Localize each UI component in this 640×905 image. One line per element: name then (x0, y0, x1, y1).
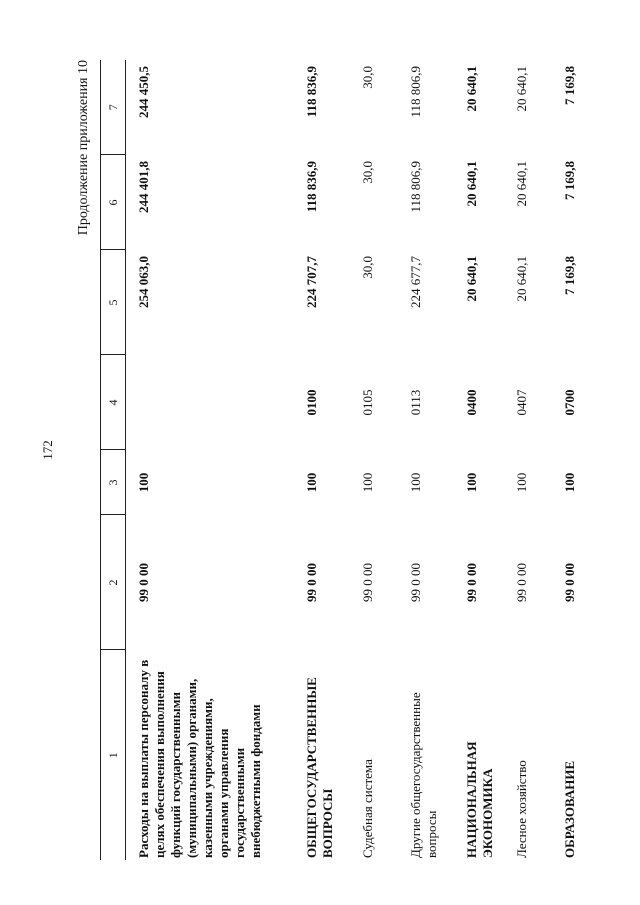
cell-expense-type: 100 (136, 472, 151, 493)
table-row (350, 60, 398, 860)
cell-expense-type: 100 (513, 472, 529, 493)
cell-expense-type: 100 (463, 472, 479, 493)
cell-target-code: 99 0 00 (303, 563, 319, 602)
cell-section-code: 0100 (303, 389, 319, 416)
cell-amount-year-2: 118 806,9 (407, 161, 423, 213)
row-name: НАЦИОНАЛЬНАЯ ЭКОНОМИКА (463, 741, 495, 858)
cell-target-code: 99 0 00 (359, 563, 375, 602)
cell-expense-type: 100 (561, 472, 577, 493)
cell-target-code: 99 0 00 (136, 563, 151, 602)
cell-amount-year-2: 118 836,9 (303, 161, 319, 213)
cell-amount-year-2: 244 401,8 (136, 161, 151, 213)
cell-amount-year-1: 20 640,1 (463, 256, 479, 302)
cell-amount-year-1: 224 707,7 (303, 256, 319, 308)
cell-section-code: 0113 (407, 389, 423, 416)
cell-amount-year-3: 244 450,5 (136, 66, 151, 118)
header-col-6: 6 (101, 155, 126, 250)
row-name: ОБЩЕГОСУДАРСТВЕННЫЕ ВОПРОСЫ (303, 677, 335, 858)
row-name: Расходы на выплаты персоналу в целях обеспечения выполнения функций государственными (муниципальными) органами, казенными учреждениями, органами управления государственными внебюджетными фондами (136, 659, 263, 858)
cell-section-code: 0700 (561, 389, 577, 416)
cell-amount-year-3: 20 640,1 (513, 66, 529, 112)
cell-amount-year-3: 118 806,9 (407, 66, 423, 118)
cell-amount-year-1: 30,0 (359, 256, 375, 279)
cell-amount-year-2: 20 640,1 (513, 161, 529, 207)
table-row (454, 60, 504, 860)
table-row (126, 60, 294, 860)
row-name: Судебная система (359, 759, 375, 858)
header-col-1: 1 (101, 650, 126, 860)
cell-amount-year-2: 20 640,1 (463, 161, 479, 207)
page-number: 172 (40, 440, 55, 460)
cell-amount-year-1: 20 640,1 (513, 256, 529, 302)
header-col-7: 7 (101, 60, 126, 155)
cell-amount-year-3: 30,0 (359, 66, 375, 89)
cell-amount-year-2: 7 169,8 (561, 161, 577, 200)
table-row (398, 60, 454, 860)
cell-amount-year-2: 30,0 (359, 161, 375, 184)
cell-amount-year-1: 224 677,7 (407, 256, 423, 308)
header-col-5: 5 (101, 250, 126, 355)
table-row (294, 60, 350, 860)
header-col-3: 3 (101, 450, 126, 515)
cell-section-code: 0400 (463, 389, 479, 416)
cell-section-code: 0407 (513, 389, 529, 416)
cell-amount-year-1: 254 063,0 (136, 256, 151, 308)
cell-expense-type: 100 (359, 472, 375, 493)
table-header-row (101, 60, 126, 860)
cell-amount-year-3: 7 169,8 (561, 66, 577, 105)
cell-expense-type: 100 (303, 472, 319, 493)
cell-expense-type: 100 (407, 472, 423, 493)
cell-target-code: 99 0 00 (513, 563, 529, 602)
table-row (552, 60, 596, 860)
cell-amount-year-3: 20 640,1 (463, 66, 479, 112)
header-col-4: 4 (101, 355, 126, 450)
cell-amount-year-3: 118 836,9 (303, 66, 319, 118)
appendix-continuation-note: Продолжение приложения 10 (76, 60, 91, 236)
row-name: ОБРАЗОВАНИЕ (561, 760, 577, 858)
table-row (504, 60, 552, 860)
cell-target-code: 99 0 00 (463, 563, 479, 602)
rotated-page-content (52, 60, 612, 860)
cell-section-code (126, 355, 294, 450)
row-name: Лесное хозяйство (513, 760, 529, 858)
row-name: Другие общегосударственные вопросы (407, 692, 439, 858)
cell-amount-year-1: 7 169,8 (561, 256, 577, 295)
cell-target-code: 99 0 00 (407, 563, 423, 602)
budget-table (100, 60, 596, 860)
cell-section-code: 0105 (359, 389, 375, 416)
header-col-2: 2 (101, 515, 126, 650)
cell-target-code: 99 0 00 (561, 563, 577, 602)
